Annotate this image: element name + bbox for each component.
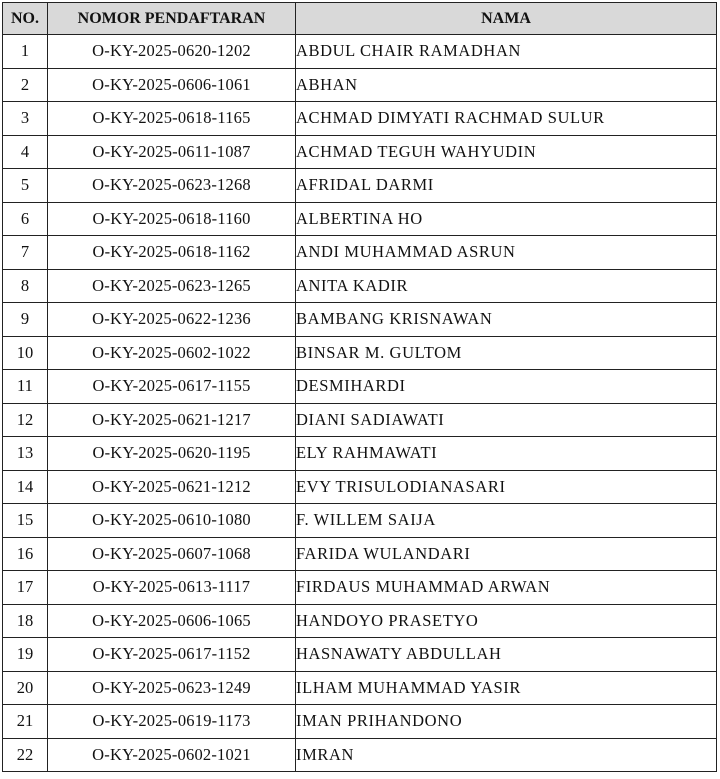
table-row xyxy=(3,537,717,571)
header-name: NAMA xyxy=(296,3,717,35)
row-number: 6 xyxy=(3,202,48,236)
registration-number: O-KY-2025-0622-1236 xyxy=(48,303,296,337)
row-number: 4 xyxy=(3,135,48,169)
table-row xyxy=(3,604,717,638)
table-row xyxy=(3,403,717,437)
participant-name: ABDUL CHAIR RAMADHAN xyxy=(296,35,717,69)
registration-number: O-KY-2025-0610-1080 xyxy=(48,504,296,538)
registration-number: O-KY-2025-0617-1155 xyxy=(48,370,296,404)
participant-name: F. WILLEM SAIJA xyxy=(296,504,717,538)
participant-name: HANDOYO PRASETYO xyxy=(296,604,717,638)
table-row xyxy=(3,35,717,69)
row-number: 12 xyxy=(3,403,48,437)
row-number: 3 xyxy=(3,102,48,136)
participant-name: FARIDA WULANDARI xyxy=(296,537,717,571)
table-row xyxy=(3,303,717,337)
table-row xyxy=(3,638,717,672)
row-number: 11 xyxy=(3,370,48,404)
participant-name: AFRIDAL DARMI xyxy=(296,169,717,203)
table-row xyxy=(3,169,717,203)
row-number: 13 xyxy=(3,437,48,471)
registration-number: O-KY-2025-0602-1021 xyxy=(48,738,296,772)
header-registration-number: NOMOR PENDAFTARAN xyxy=(48,3,296,35)
row-number: 5 xyxy=(3,169,48,203)
row-number: 14 xyxy=(3,470,48,504)
row-number: 8 xyxy=(3,269,48,303)
header-row xyxy=(3,3,717,35)
row-number: 18 xyxy=(3,604,48,638)
table-row xyxy=(3,370,717,404)
table-row xyxy=(3,269,717,303)
participant-name: ACHMAD TEGUH WAHYUDIN xyxy=(296,135,717,169)
participant-name: DESMIHARDI xyxy=(296,370,717,404)
row-number: 20 xyxy=(3,671,48,705)
row-number: 9 xyxy=(3,303,48,337)
registration-number: O-KY-2025-0617-1152 xyxy=(48,638,296,672)
table-row xyxy=(3,236,717,270)
registration-number: O-KY-2025-0611-1087 xyxy=(48,135,296,169)
row-number: 1 xyxy=(3,35,48,69)
table-row xyxy=(3,102,717,136)
participant-name: BINSAR M. GULTOM xyxy=(296,336,717,370)
registration-table xyxy=(2,2,717,772)
row-number: 7 xyxy=(3,236,48,270)
row-number: 2 xyxy=(3,68,48,102)
row-number: 10 xyxy=(3,336,48,370)
registration-number: O-KY-2025-0606-1065 xyxy=(48,604,296,638)
registration-number: O-KY-2025-0602-1022 xyxy=(48,336,296,370)
participant-name: BAMBANG KRISNAWAN xyxy=(296,303,717,337)
registration-number: O-KY-2025-0623-1268 xyxy=(48,169,296,203)
participant-name: IMRAN xyxy=(296,738,717,772)
registration-number: O-KY-2025-0619-1173 xyxy=(48,705,296,739)
registration-number: O-KY-2025-0618-1162 xyxy=(48,236,296,270)
registration-number: O-KY-2025-0606-1061 xyxy=(48,68,296,102)
registration-number: O-KY-2025-0618-1160 xyxy=(48,202,296,236)
table-row xyxy=(3,202,717,236)
registration-number: O-KY-2025-0621-1217 xyxy=(48,403,296,437)
table-row xyxy=(3,135,717,169)
participant-name: HASNAWATY ABDULLAH xyxy=(296,638,717,672)
registration-number: O-KY-2025-0620-1195 xyxy=(48,437,296,471)
participant-name: EVY TRISULODIANASARI xyxy=(296,470,717,504)
row-number: 15 xyxy=(3,504,48,538)
row-number: 19 xyxy=(3,638,48,672)
table-row xyxy=(3,571,717,605)
table-row xyxy=(3,470,717,504)
table-row xyxy=(3,738,717,772)
registration-number: O-KY-2025-0621-1212 xyxy=(48,470,296,504)
participant-name: DIANI SADIAWATI xyxy=(296,403,717,437)
participant-name: ILHAM MUHAMMAD YASIR xyxy=(296,671,717,705)
table-row xyxy=(3,68,717,102)
table-row xyxy=(3,671,717,705)
row-number: 16 xyxy=(3,537,48,571)
table-row xyxy=(3,336,717,370)
table-body xyxy=(3,35,717,772)
registration-number: O-KY-2025-0623-1249 xyxy=(48,671,296,705)
registration-number: O-KY-2025-0618-1165 xyxy=(48,102,296,136)
row-number: 22 xyxy=(3,738,48,772)
participant-name: ELY RAHMAWATI xyxy=(296,437,717,471)
table-row xyxy=(3,705,717,739)
participant-name: ACHMAD DIMYATI RACHMAD SULUR xyxy=(296,102,717,136)
participant-name: IMAN PRIHANDONO xyxy=(296,705,717,739)
registration-number: O-KY-2025-0620-1202 xyxy=(48,35,296,69)
participant-name: ANITA KADIR xyxy=(296,269,717,303)
header-no: NO. xyxy=(3,3,48,35)
registration-number: O-KY-2025-0613-1117 xyxy=(48,571,296,605)
registration-number: O-KY-2025-0623-1265 xyxy=(48,269,296,303)
table-row xyxy=(3,437,717,471)
participant-name: ABHAN xyxy=(296,68,717,102)
table-row xyxy=(3,504,717,538)
participant-name: ALBERTINA HO xyxy=(296,202,717,236)
participant-name: FIRDAUS MUHAMMAD ARWAN xyxy=(296,571,717,605)
table-header xyxy=(3,3,717,35)
row-number: 21 xyxy=(3,705,48,739)
registration-number: O-KY-2025-0607-1068 xyxy=(48,537,296,571)
participant-name: ANDI MUHAMMAD ASRUN xyxy=(296,236,717,270)
row-number: 17 xyxy=(3,571,48,605)
